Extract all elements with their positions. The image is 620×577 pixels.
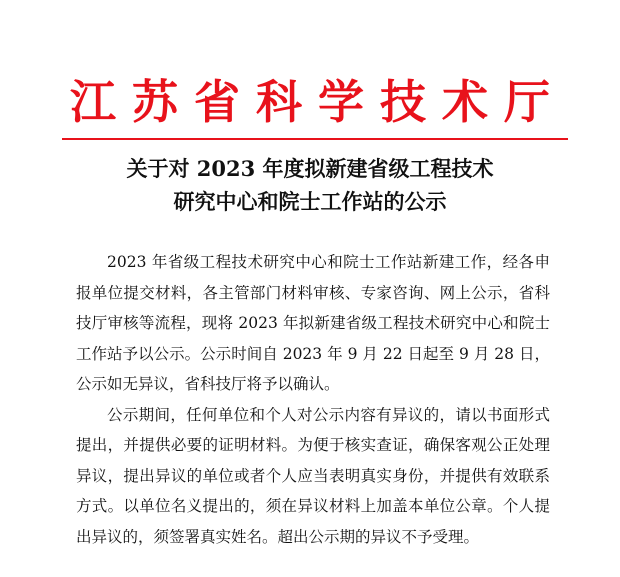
body-paragraph-2: 公示期间，任何单位和个人对公示内容有异议的，请以书面形式提出，并提供必要的证明材料。为便于核实查证，确保客观公正处理异议，提出异议的单位或者个人应当表明真实身份，并提供有效联系方式。以单位名义提出的，须在异议材料上加盖本单位公章。个人提出异议的，须签署真实姓名。超出公示期的异议不予受理。 [76,405,550,546]
body-paragraph-1: 2023 年省级工程技术研究中心和院士工作站新建工作，经各申报单位提交材料，各主管部门材料审核、专家咨询、网上公示，省科技厅审核等流程，现将 2023 年拟新建省级工程技术研究中心和院士工作站予以公示。公示时间自 2023 年 9 月 22 日起至 9 月 28 日，公示如无异议，省科技厅将予以确认。 [76,253,550,393]
title-line-2: 研究中心和院士工作站的公示 [173,189,447,214]
title-line-1: 关于对 2023 年度拟新建省级工程技术 [126,156,494,181]
letterhead-divider [62,138,568,140]
agency-letterhead: 江苏省科学技术厅 [70,75,566,129]
document-body [76,247,550,552]
document-title [0,152,620,218]
